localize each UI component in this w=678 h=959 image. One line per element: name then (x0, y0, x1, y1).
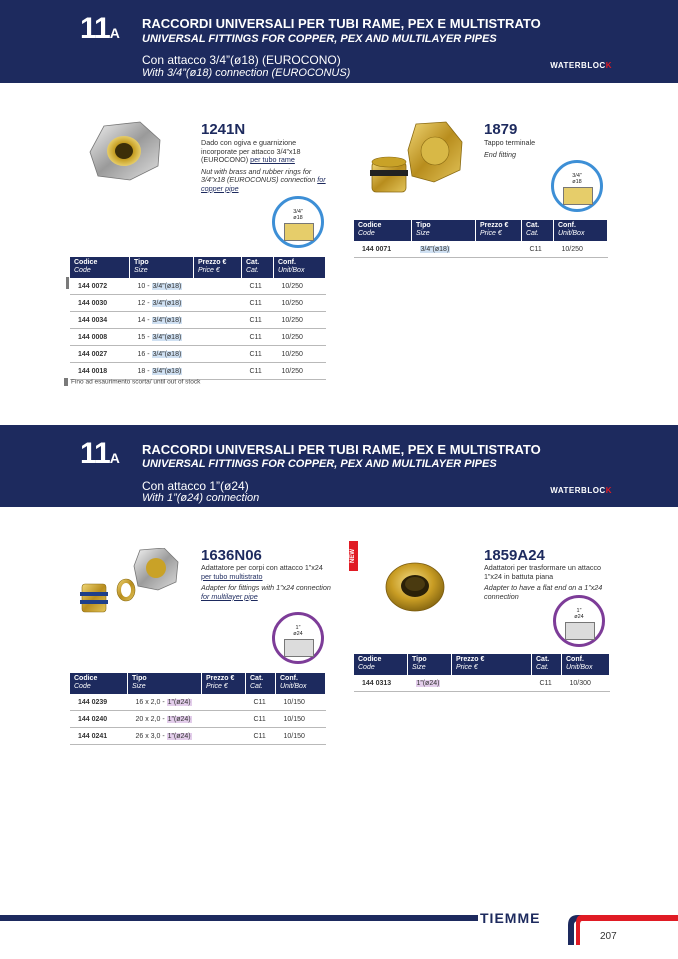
tiemme-logo: TIEMME (480, 910, 541, 926)
out-of-stock-marker (66, 277, 69, 289)
waterblock-logo: WATERBLOCK (550, 61, 612, 70)
connection-it: Con attacco 1”(ø24) (142, 479, 249, 493)
table-row: 144 0027 16 - 3/4”(ø18) C11 10/250 (70, 346, 326, 363)
table-row: 144 0018 18 - 3/4”(ø18) C11 10/250 (70, 363, 326, 380)
section-title-it: RACCORDI UNIVERSALI PER TUBI RAME, PEX E MULTISTRATO (142, 442, 541, 457)
product-description-1859a24: Adattatori per trasformare un attacco 1”x24 in battuta piana Adapter to have a flat end on a 1”x24 connection (484, 563, 603, 601)
table-row: 144 0239 16 x 2,0 - 1”(ø24) C11 10/150 (70, 694, 326, 711)
table-row: 144 0241 26 x 3,0 - 1”(ø24) C11 10/150 (70, 728, 326, 745)
section-title-it: RACCORDI UNIVERSALI PER TUBI RAME, PEX E MULTISTRATO (142, 16, 541, 31)
table-row: 144 0240 20 x 2,0 - 1”(ø24) C11 10/150 (70, 711, 326, 728)
stock-note: Fino ad esaurimento scorta/ until out of stock (64, 378, 200, 386)
table-row: 144 0072 10 - 3/4”(ø18) C11 10/250 (70, 278, 326, 295)
product-description-1241n: Dado con ogiva e guarnizione incorporate per attacco 3/4”x18 (EUROCONO) per tubo rame Nut with brass and rubber rings for 3/4”x18 (EUROCONUS) connection for copper pipe (201, 138, 326, 193)
product-code-1241n: 1241N (201, 121, 246, 138)
product-description-1879: Tappo terminale End fitting (484, 138, 536, 159)
col-code: Codice Code (70, 257, 130, 278)
table-row: 144 0071 3/4”(ø18) C11 10/250 (354, 241, 608, 258)
connection-it: Con attacco 3/4”(ø18) (EUROCONO) (142, 53, 341, 67)
col-type: Tipo Size (130, 257, 194, 278)
product-image-1879 (364, 120, 464, 204)
new-badge: NEW (349, 541, 358, 571)
product-image-1636n06 (78, 548, 180, 616)
product-code-1879: 1879 (484, 121, 518, 138)
product-table-1636n06: Codice Code Tipo Size Prezzo € Price € Cat. Cat. Conf. Unit/Box 144 0239 16 x 2,0 - 1”(ø24) C11 10/150 144 0240 20 x 2,0 - 1”(ø24) C11 10/150 144 0241 26 x 3,0 - 1”(ø24) C11 10/150 (70, 673, 326, 745)
col-cat: Cat. Cat. (242, 257, 274, 278)
size-badge-1859a24: 1” ø24 (553, 595, 605, 647)
product-image-1859a24 (384, 560, 446, 614)
table-row: 144 0313 1”(ø24) C11 10/300 (354, 675, 610, 692)
product-description-1636n06: Adattatore per corpi con attacco 1”x24 per tubo multistrato Adapter for fittings with 1”x24 connection for multilayer pipe (201, 563, 331, 601)
section-header-2 (0, 425, 678, 507)
section-number: 11A (80, 437, 119, 470)
footer-bar (0, 915, 478, 921)
col-conf: Conf. Unit/Box (274, 257, 326, 278)
section-header-1 (0, 0, 678, 83)
section-title-en: UNIVERSAL FITTINGS FOR COPPER, PEX AND MULTILAYER PIPES (142, 33, 497, 45)
size-badge-1241n: 3/4” ø18 (272, 196, 324, 248)
section-number: 11A (80, 12, 119, 45)
page-number: 207 (600, 931, 617, 942)
table-row: 144 0034 14 - 3/4”(ø18) C11 10/250 (70, 312, 326, 329)
waterblock-logo: WATERBLOCK (550, 486, 612, 495)
connection-en: With 3/4”(ø18) connection (EUROCONUS) (142, 67, 351, 79)
footer-red-bar (582, 915, 678, 921)
table-row: 144 0030 12 - 3/4”(ø18) C11 10/250 (70, 295, 326, 312)
section-title-en: UNIVERSAL FITTINGS FOR COPPER, PEX AND MULTILAYER PIPES (142, 458, 497, 470)
col-price: Prezzo € Price € (194, 257, 242, 278)
product-code-1859a24: 1859A24 (484, 547, 545, 564)
product-table-1879: Codice Code Tipo Size Prezzo € Price € Cat. Cat. Conf. Unit/Box 144 0071 3/4”(ø18) C11 10/250 (354, 220, 608, 258)
table-row: 144 0008 15 - 3/4”(ø18) C11 10/250 (70, 329, 326, 346)
product-table-1859a24: Codice Code Tipo Size Prezzo € Price € Cat. Cat. Conf. Unit/Box 144 0313 1”(ø24) C11 10/300 (354, 654, 610, 692)
size-badge-1636n06: 1” ø24 (272, 612, 324, 664)
size-badge-1879: 3/4” ø18 (551, 160, 603, 212)
product-image-1241n (86, 120, 166, 182)
product-table-1241n (70, 257, 326, 380)
connection-en: With 1”(ø24) connection (142, 492, 260, 504)
product-code-1636n06: 1636N06 (201, 547, 262, 564)
